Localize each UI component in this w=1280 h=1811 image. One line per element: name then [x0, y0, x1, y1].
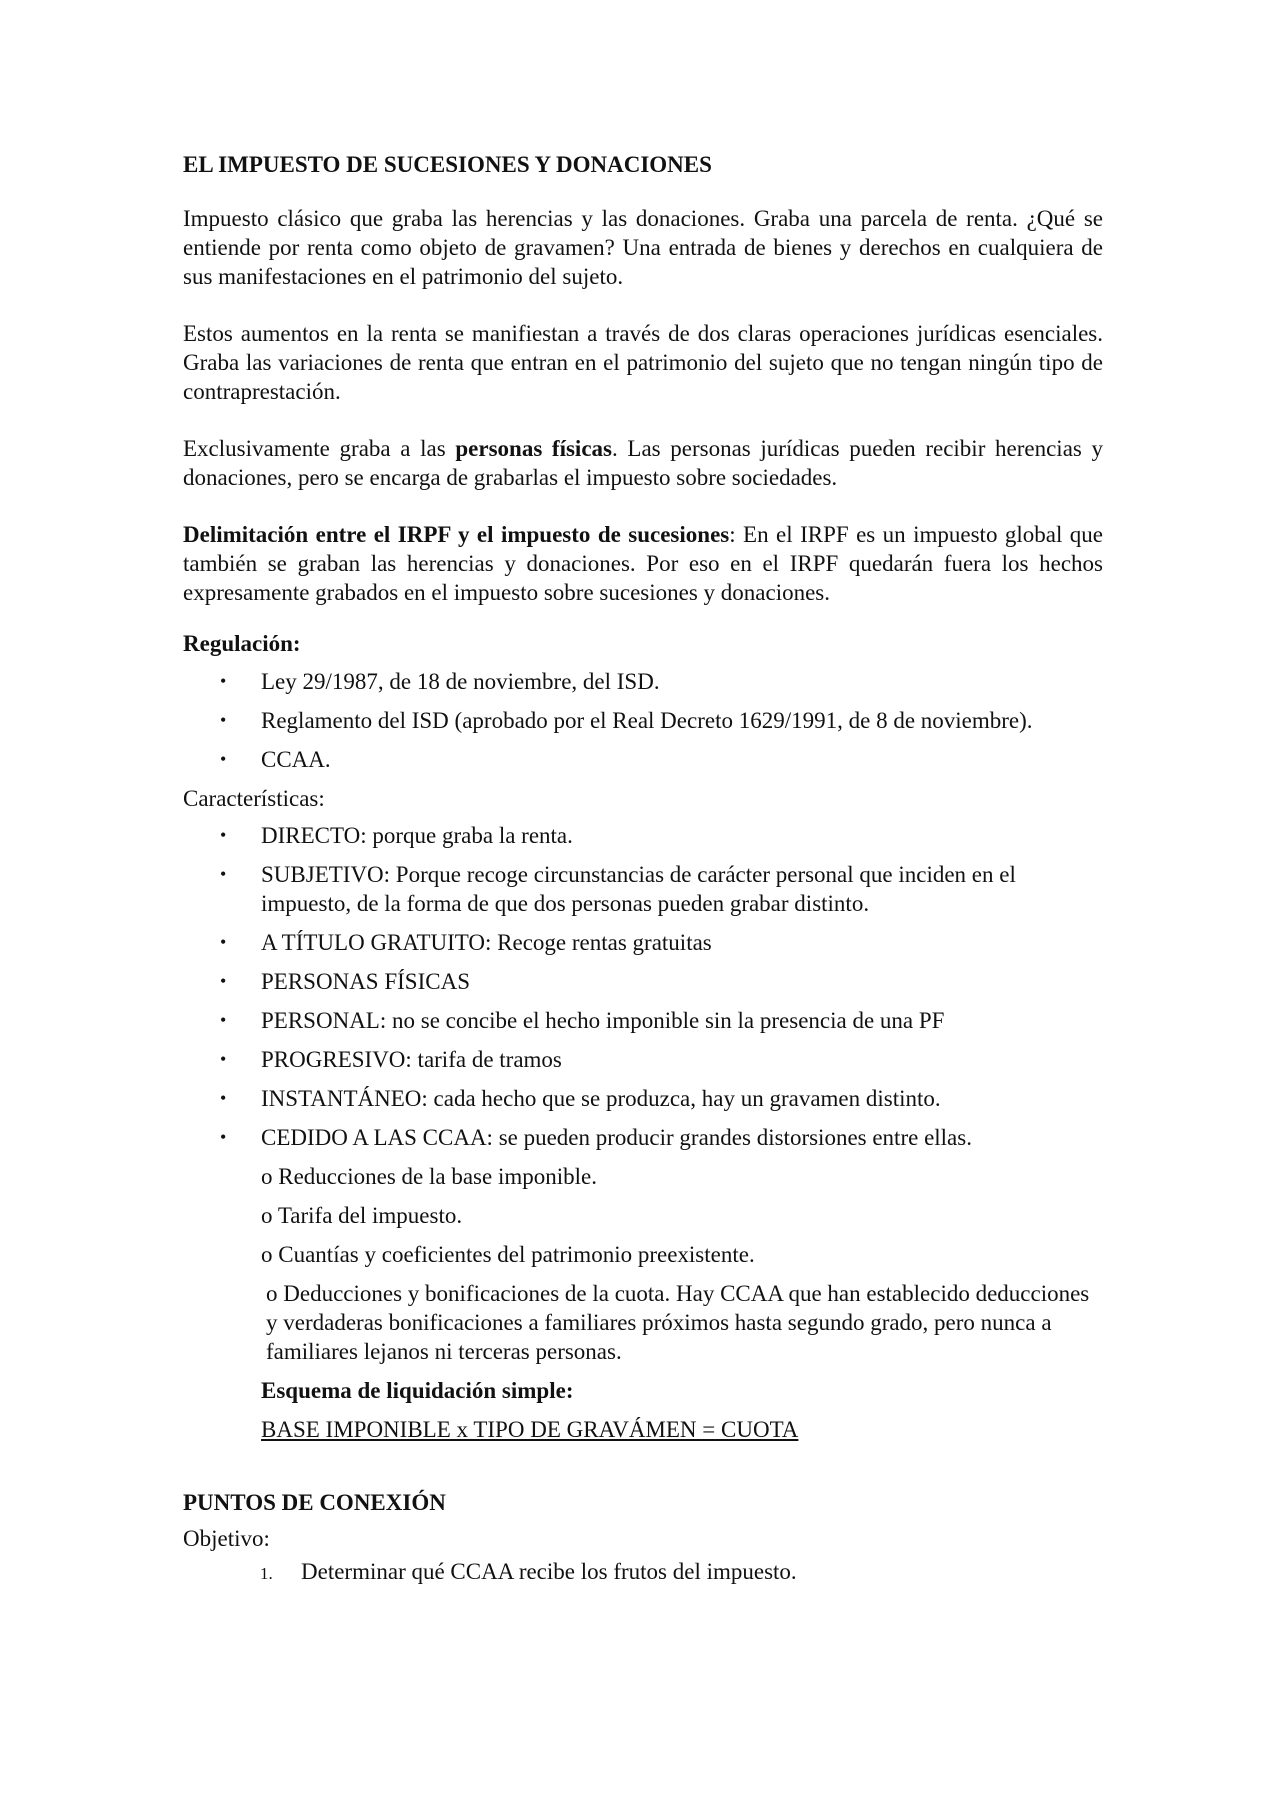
list-item: [183, 821, 1103, 850]
section-heading-regulacion: Regulación:: [183, 631, 301, 656]
bold-text: Delimitación entre el IRPF y el impuesto de sucesiones: [183, 522, 730, 547]
sub-item: o Reducciones de la base imponible.: [261, 1164, 597, 1189]
list-item: [183, 1557, 1103, 1586]
paragraph-intro: Impuesto clásico que graba las herencias y las donaciones. Graba una parcela de renta. ¿Qué se entiende por renta como objeto de gravamen? Una entrada de bienes y derechos en cualquiera de sus manifestaciones en el patrimonio del sujeto.: [183, 206, 1103, 289]
bullet-icon: •: [220, 1127, 227, 1147]
bullet-icon: •: [220, 932, 227, 952]
liquidacion-formula: BASE IMPONIBLE x TIPO DE GRAVÁMEN = CUOTA: [261, 1417, 799, 1442]
text-segment: : En el IRPF es un impuesto global que también se graban las herencias y donaciones. Por eso en el IRPF quedarán fuera los hechos expresamente grabados en el impuesto sobre sucesiones y donaciones.: [183, 522, 1104, 605]
document-title: EL IMPUESTO DE SUCESIONES Y DONACIONES: [183, 152, 712, 177]
text-segment: . Las personas jurídicas pueden recibir herencias y donaciones, pero se encarga de grabarlas el impuesto sobre sociedades.: [183, 436, 1104, 490]
list-item: [183, 967, 1103, 996]
bullet-icon: •: [220, 971, 227, 991]
sub-item: o Cuantías y coeficientes del patrimonio preexistente.: [261, 1242, 755, 1267]
bullet-icon: •: [220, 710, 227, 730]
list-item: [183, 706, 1103, 735]
list-item-text: Ley 29/1987, de 18 de noviembre, del ISD.: [261, 669, 660, 694]
list-item: [183, 860, 1103, 918]
esquema-heading: Esquema de liquidación simple:: [261, 1378, 574, 1403]
sub-item: o Tarifa del impuesto.: [261, 1203, 463, 1228]
list-item-text: PERSONAL: no se concibe el hecho imponible sin la presencia de una PF: [261, 1008, 945, 1033]
list-item-text: PROGRESIVO: tarifa de tramos: [261, 1047, 562, 1072]
list-item: [183, 667, 1103, 696]
list-item-text: Reglamento del ISD (aprobado por el Real Decreto 1629/1991, de 8 de noviembre).: [261, 708, 1033, 733]
list-item: [183, 745, 1103, 774]
bullet-icon: •: [220, 749, 227, 769]
bold-text: personas físicas: [455, 436, 612, 461]
text-segment: Exclusivamente graba a las: [183, 436, 456, 461]
caracteristicas-list: [183, 821, 1103, 1152]
bullet-icon: •: [220, 864, 227, 884]
objetivo-label: Objetivo:: [183, 1526, 270, 1551]
list-item: [183, 928, 1103, 957]
document-page: [183, 150, 1103, 1586]
objetivo-list: [183, 1557, 1103, 1586]
list-item-text: CCAA.: [261, 747, 331, 772]
list-item-text: PERSONAS FÍSICAS: [261, 969, 470, 994]
bullet-icon: •: [220, 825, 227, 845]
list-item-text: Determinar qué CCAA recibe los frutos del impuesto.: [301, 1559, 797, 1584]
list-item: [183, 1123, 1103, 1152]
paragraph-aumentos: Estos aumentos en la renta se manifiestan a través de dos claras operaciones jurídicas esenciales. Graba las variaciones de renta que entran en el patrimonio del sujeto que no tengan ningún tipo de contraprestación.: [183, 321, 1103, 404]
list-item-text: A TÍTULO GRATUITO: Recoge rentas gratuitas: [261, 930, 712, 955]
list-item: [183, 1045, 1103, 1074]
list-item: [183, 1084, 1103, 1113]
section-heading-conexion: PUNTOS DE CONEXIÓN: [183, 1490, 446, 1515]
paragraph-delimitacion: [183, 520, 1103, 607]
list-item-text: INSTANTÁNEO: cada hecho que se produzca, hay un gravamen distinto.: [261, 1086, 941, 1111]
bullet-icon: •: [220, 1049, 227, 1069]
regulacion-list: [183, 667, 1103, 774]
sub-item: o Deducciones y bonificaciones de la cuota. Hay CCAA que han establecido deducciones y verdaderas bonificaciones a familiares próximos hasta segundo grado, pero nunca a familiares lejanos ni terceras personas.: [266, 1281, 1090, 1364]
list-item: [183, 1006, 1103, 1035]
list-item-text: CEDIDO A LAS CCAA: se pueden producir grandes distorsiones entre ellas.: [261, 1125, 972, 1150]
section-heading-caracteristicas: Características:: [183, 786, 325, 811]
bullet-icon: •: [220, 1088, 227, 1108]
bullet-icon: •: [220, 1010, 227, 1030]
bullet-icon: •: [220, 671, 227, 691]
list-item-text: DIRECTO: porque graba la renta.: [261, 823, 573, 848]
list-number: 1.: [260, 1564, 273, 1583]
list-item-text: SUBJETIVO: Porque recoge circunstancias de carácter personal que inciden en el impuesto, de la forma de que dos personas pueden grabar distinto.: [261, 862, 1016, 916]
paragraph-personas-fisicas: [183, 434, 1103, 492]
